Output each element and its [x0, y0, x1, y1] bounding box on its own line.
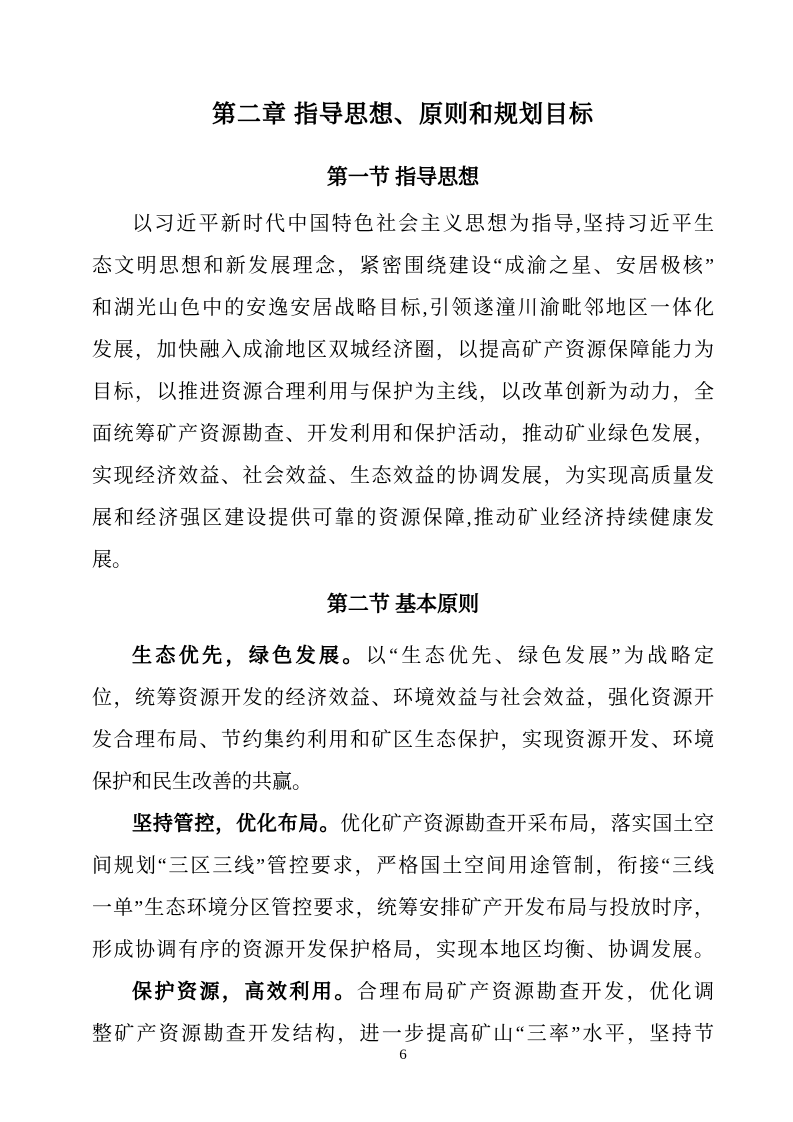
- page-content: [92, 0, 714, 1055]
- principle-lead-protect-resources: 保护资源，高效利用。: [132, 981, 357, 1003]
- paragraph-principle-protect-resources: [92, 971, 714, 1055]
- text-line: 展和经济强区建设提供可靠的资源保障,推动矿业经济持续健康发: [92, 507, 714, 529]
- principle-lead-rest: 合理布局矿产资源勘查开发，优化调: [356, 981, 714, 1003]
- text-line: 实现经济效益、社会效益、生态效益的协调发展，为实现高质量发: [92, 465, 714, 487]
- chapter-title: 第二章 指导思想、原则和规划目标: [212, 102, 594, 128]
- text-line: 展。: [92, 549, 132, 571]
- text-line: 整矿产资源勘查开发结构，进一步提高矿山“三率”水平，坚持节: [92, 1023, 714, 1045]
- text-line: [92, 803, 714, 845]
- text-line: 以习近平新时代中国特色社会主义思想为指导,坚持习近平生: [132, 213, 714, 235]
- text-line: [92, 971, 714, 1013]
- principle-lead-control-layout: 坚持管控，优化布局。: [132, 813, 341, 835]
- text-line: 形成协调有序的资源开发保护格局，实现本地区均衡、协调发展。: [92, 939, 714, 961]
- text-line: 位，统筹资源开发的经济效益、环境效益与社会效益，强化资源开: [92, 687, 714, 709]
- text-line: [92, 635, 714, 677]
- text-line: 间规划“三区三线”管控要求，严格国土空间用途管制，衔接“三线: [92, 855, 714, 877]
- text-line: 和湖光山色中的安逸安居战略目标,引领遂潼川渝毗邻地区一体化: [92, 297, 714, 319]
- text-line: 发合理布局、节约集约利用和矿区生态保护，实现资源开发、环境: [92, 729, 714, 751]
- principle-lead-rest: 以“生态优先、绿色发展”为战略定: [365, 645, 714, 667]
- page-number: 6: [399, 1047, 407, 1063]
- text-line: 发展，加快融入成渝地区双城经济圈，以提高矿产资源保障能力为: [92, 339, 714, 361]
- paragraph-guiding-ideology: [92, 203, 714, 581]
- principle-lead-rest: 优化矿产资源勘查开采布局，落实国土空: [340, 813, 714, 835]
- principle-lead-ecology-first: 生态优先，绿色发展。: [132, 645, 366, 667]
- paragraph-principle-ecology-first: [92, 635, 714, 803]
- section-title-guiding-ideology: 第一节 指导思想: [326, 165, 480, 189]
- text-line: 一单”生态环境分区管控要求，统筹安排矿产开发布局与投放时序，: [92, 897, 714, 919]
- text-line: 保护和民生改善的共赢。: [92, 771, 312, 793]
- text-line: 态文明思想和新发展理念，紧密围绕建设“成渝之星、安居极核”: [92, 255, 714, 277]
- text-line: 面统筹矿产资源勘查、开发利用和保护活动，推动矿业绿色发展，: [92, 423, 714, 445]
- section-title-basic-principles: 第二节 基本原则: [326, 592, 480, 616]
- paragraph-principle-control-layout: [92, 803, 714, 971]
- text-line: 目标，以推进资源合理利用与保护为主线，以改革创新为动力，全: [92, 381, 714, 403]
